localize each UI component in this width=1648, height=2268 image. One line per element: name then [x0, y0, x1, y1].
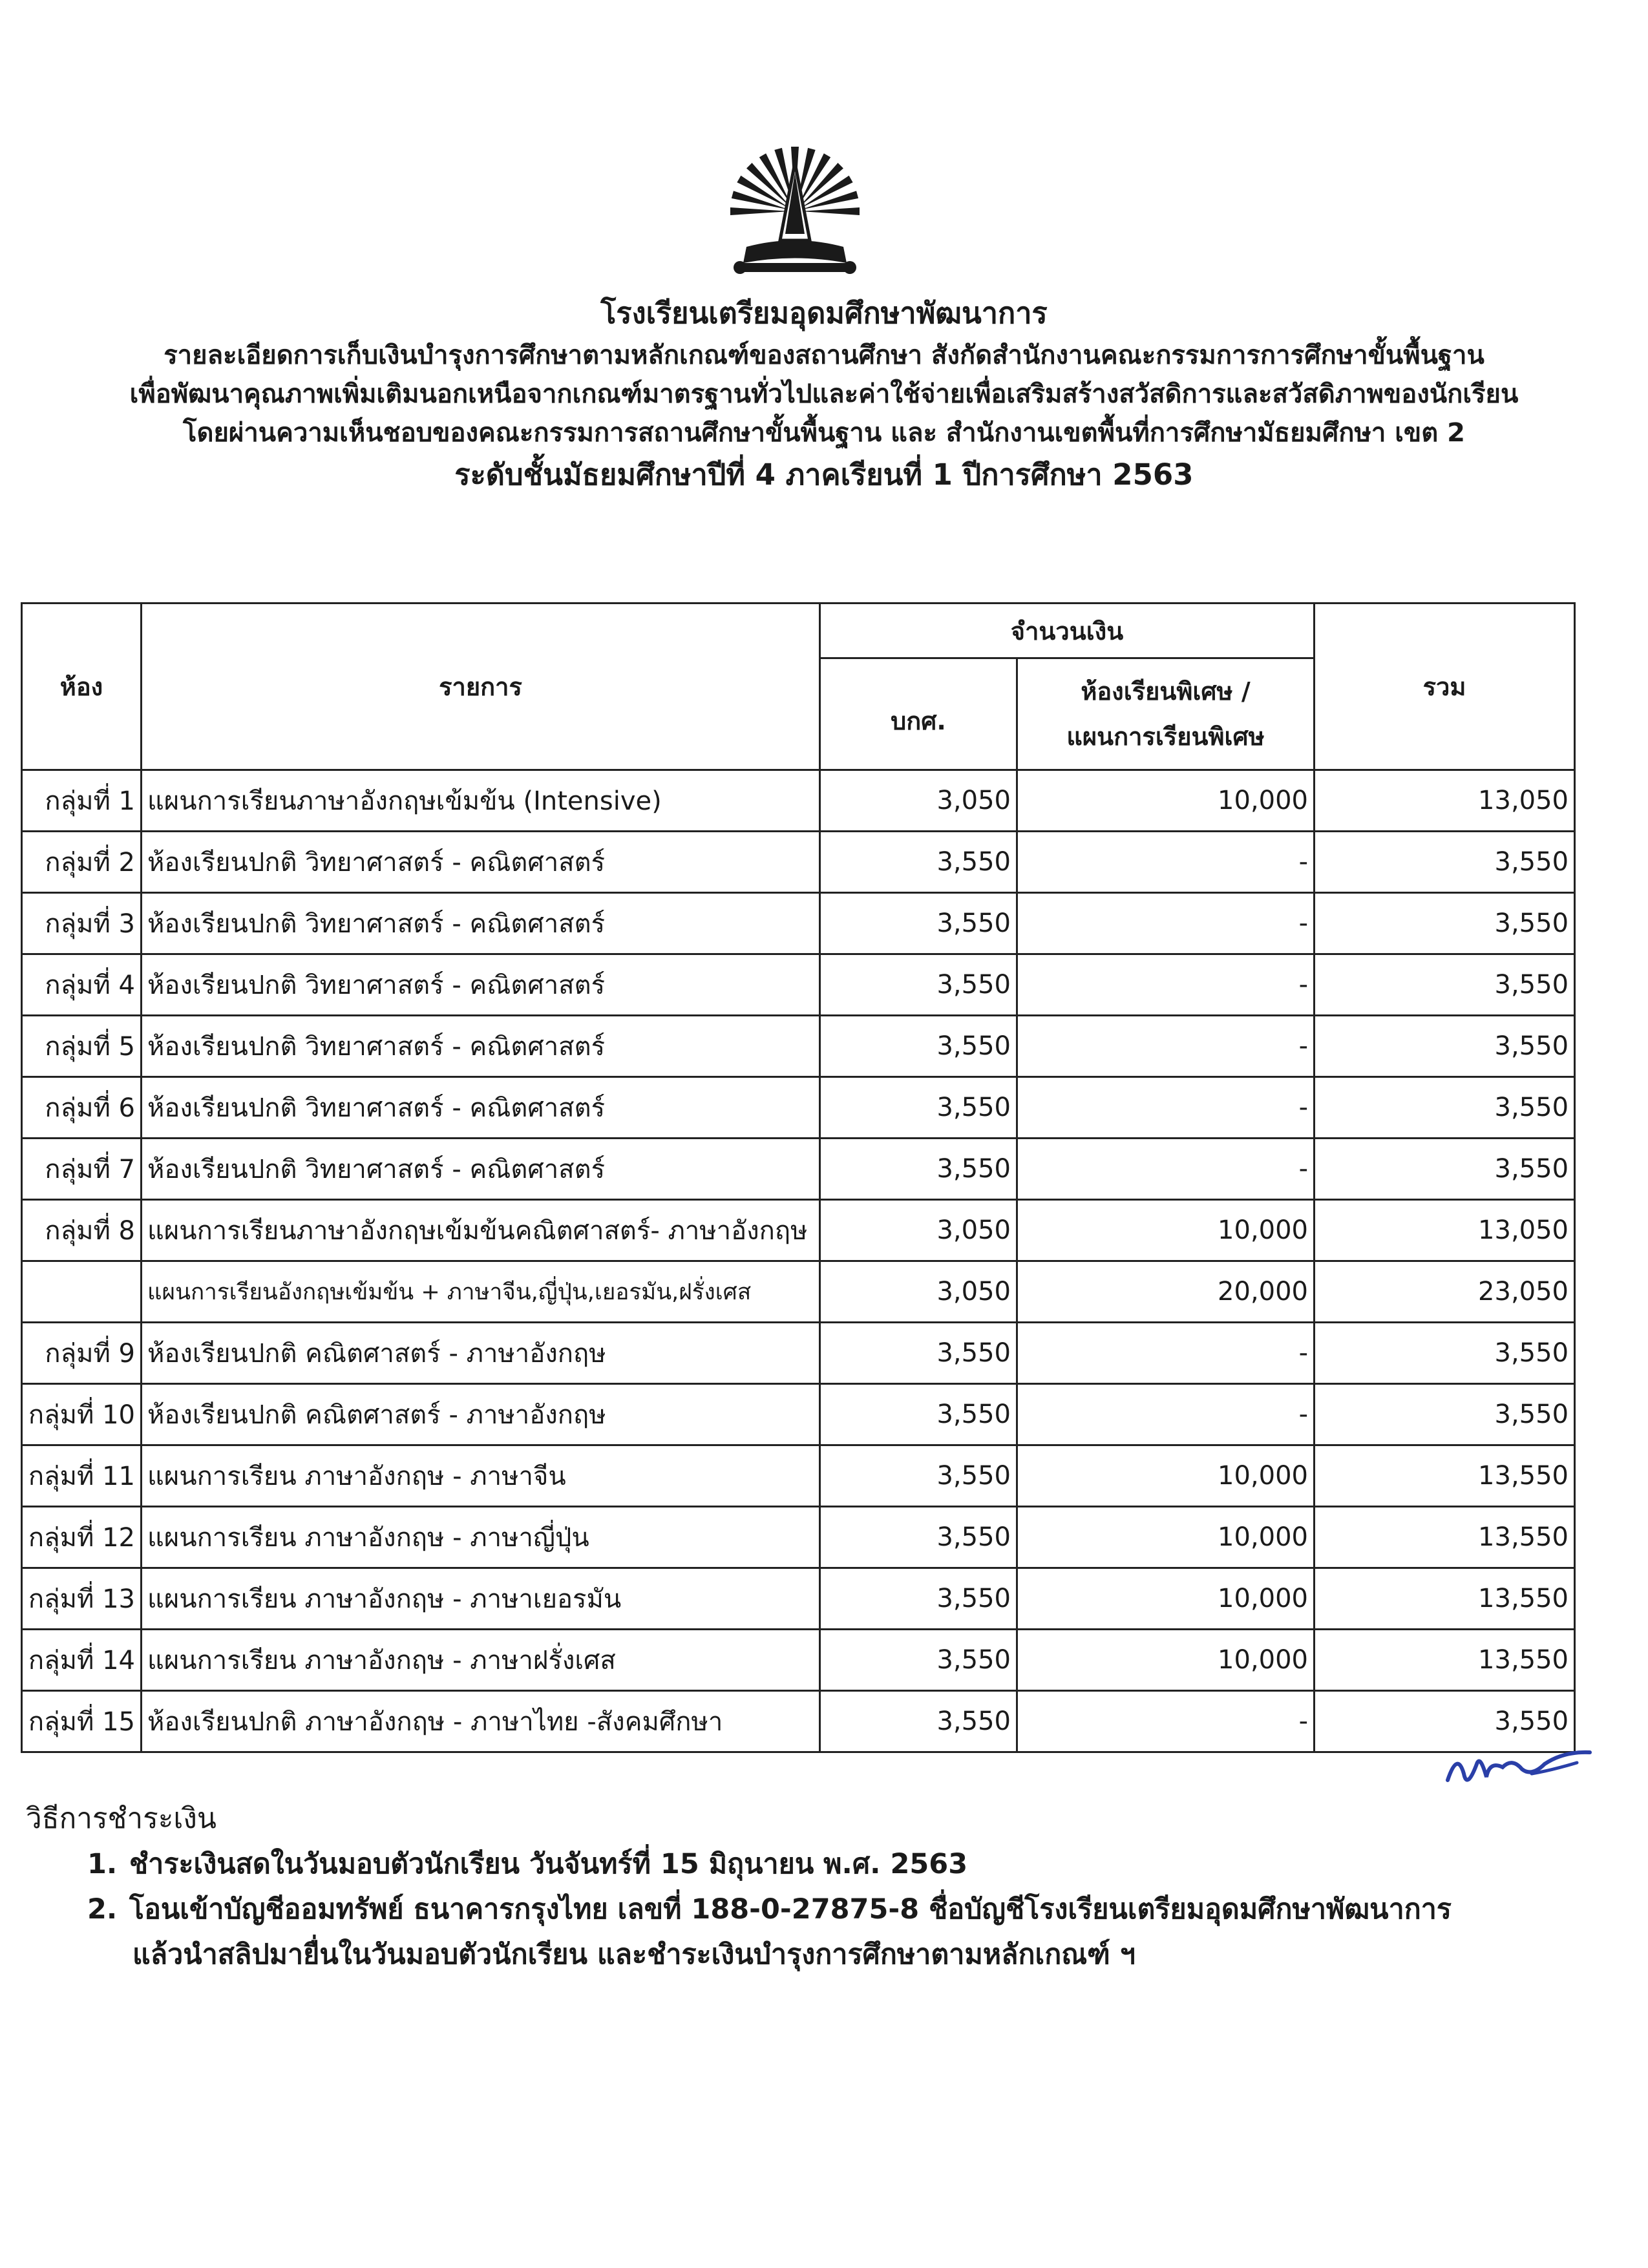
payment-step-1-text: ชำระเงินสดในวันมอบตัวนักเรียน วันจันทร์ที่ 15 มิถุนายน พ.ศ. 2563: [129, 1848, 968, 1880]
item-cell: ห้องเรียนปกติ วิทยาศาสตร์ - คณิตศาสตร์: [142, 1077, 820, 1139]
room-cell: กลุ่มที่ 14: [22, 1630, 142, 1691]
payment-step-2-text: โอนเข้าบัญชีออมทรัพย์ ธนาคารกรุงไทย เลขที่ 188-0-27875-8 ชื่อบัญชีโรงเรียนเตรียมอุดมศึกษาพัฒนาการ: [129, 1893, 1452, 1926]
bks-amount-cell: 3,550: [820, 1691, 1017, 1752]
total-amount-cell: 3,550: [1315, 1323, 1575, 1384]
header-line-5: ระดับชั้นมัธยมศึกษาปีที่ 4 ภาคเรียนที่ 1 ปีการศึกษา 2563: [454, 457, 1194, 492]
room-cell: กลุ่มที่ 13: [22, 1568, 142, 1630]
payment-step-2-continuation: แล้วนำสลิปมายื่นในวันมอบตัวนักเรียน และชำระเงินบำรุงการศึกษาตามหลักเกณฑ์ ฯ: [132, 1938, 1136, 1971]
room-cell: กลุ่มที่ 4: [22, 954, 142, 1016]
table-row: [22, 1016, 1575, 1077]
room-cell: กลุ่มที่ 2: [22, 832, 142, 893]
item-cell: ห้องเรียนปกติ คณิตศาสตร์ - ภาษาอังกฤษ: [142, 1323, 820, 1384]
special-amount-cell: 10,000: [1017, 1445, 1315, 1507]
table-row: [22, 1691, 1575, 1752]
bks-amount-cell: 3,050: [820, 770, 1017, 832]
header-line-3: เพื่อพัฒนาคุณภาพเพิ่มเติมนอกเหนือจากเกณฑ์มาตรฐานทั่วไปและค่าใช้จ่ายเพื่อเสริมสร้างสวัสดิการและสวัสดิภาพของนักเรียน: [129, 379, 1519, 409]
room-cell: กลุ่มที่ 5: [22, 1016, 142, 1077]
table-row: [22, 770, 1575, 832]
header-special: [1017, 658, 1315, 770]
bks-amount-cell: 3,550: [820, 1445, 1017, 1507]
bks-amount-cell: 3,550: [820, 1507, 1017, 1568]
header-room: ห้อง: [22, 604, 142, 770]
payment-section: [26, 1796, 1629, 1977]
room-cell: กลุ่มที่ 3: [22, 893, 142, 954]
table-row: [22, 1139, 1575, 1200]
school-name: โรงเรียนเตรียมอุดมศึกษาพัฒนาการ: [600, 296, 1048, 330]
special-amount-cell: 10,000: [1017, 1568, 1315, 1630]
total-amount-cell: 3,550: [1315, 954, 1575, 1016]
bks-amount-cell: 3,550: [820, 1384, 1017, 1445]
payment-step-2-number: 2.: [87, 1893, 118, 1926]
table-row: [22, 1384, 1575, 1445]
special-amount-cell: -: [1017, 893, 1315, 954]
total-amount-cell: 13,550: [1315, 1568, 1575, 1630]
header-line-2: รายละเอียดการเก็บเงินบำรุงการศึกษาตามหลักเกณฑ์ของสถานศึกษา สังกัดสำนักงานคณะกรรมการการศึกษาขั้นพื้นฐาน: [164, 341, 1484, 370]
table-row: [22, 1323, 1575, 1384]
bks-amount-cell: 3,550: [820, 1139, 1017, 1200]
document-header: [0, 291, 1648, 498]
item-cell: ห้องเรียนปกติ วิทยาศาสตร์ - คณิตศาสตร์: [142, 954, 820, 1016]
special-amount-cell: 10,000: [1017, 770, 1315, 832]
bks-amount-cell: 3,550: [820, 893, 1017, 954]
item-cell: แผนการเรียนอังกฤษเข้มข้น + ภาษาจีน,ญี่ปุ่น,เยอรมัน,ฝรั่งเศส: [142, 1261, 820, 1323]
total-amount-cell: 13,050: [1315, 770, 1575, 832]
table-row: [22, 1507, 1575, 1568]
total-amount-cell: 3,550: [1315, 1016, 1575, 1077]
room-cell: กลุ่มที่ 12: [22, 1507, 142, 1568]
special-amount-cell: -: [1017, 954, 1315, 1016]
room-cell: กลุ่มที่ 9: [22, 1323, 142, 1384]
table-row: [22, 1568, 1575, 1630]
total-amount-cell: 23,050: [1315, 1261, 1575, 1323]
total-amount-cell: 13,050: [1315, 1200, 1575, 1261]
room-cell: กลุ่มที่ 8: [22, 1200, 142, 1261]
total-amount-cell: 3,550: [1315, 1139, 1575, 1200]
header-line-4: โดยผ่านความเห็นชอบของคณะกรรมการสถานศึกษาขั้นพื้นฐาน และ สำนักงานเขตพื้นที่การศึกษามัธยมศึกษา เขต 2: [182, 418, 1466, 448]
total-amount-cell: 3,550: [1315, 832, 1575, 893]
table-row: [22, 832, 1575, 893]
payment-title: วิธีการชำระเงิน: [26, 1802, 217, 1835]
bks-amount-cell: 3,550: [820, 832, 1017, 893]
total-amount-cell: 3,550: [1315, 893, 1575, 954]
header-item: รายการ: [142, 604, 820, 770]
table-row: [22, 1200, 1575, 1261]
special-amount-cell: -: [1017, 1691, 1315, 1752]
item-cell: แผนการเรียน ภาษาอังกฤษ - ภาษาฝรั่งเศส: [142, 1630, 820, 1691]
special-amount-cell: 10,000: [1017, 1630, 1315, 1691]
item-cell: แผนการเรียน ภาษาอังกฤษ - ภาษาเยอรมัน: [142, 1568, 820, 1630]
payment-step-1-number: 1.: [87, 1848, 118, 1880]
signature-icon: [1441, 1738, 1596, 1796]
table-row: [22, 954, 1575, 1016]
special-amount-cell: 10,000: [1017, 1507, 1315, 1568]
bks-amount-cell: 3,550: [820, 1630, 1017, 1691]
fee-table-body: [22, 770, 1575, 1752]
table-row: [22, 1630, 1575, 1691]
special-amount-cell: 20,000: [1017, 1261, 1315, 1323]
special-amount-cell: -: [1017, 1077, 1315, 1139]
table-row: [22, 1445, 1575, 1507]
table-row: [22, 1261, 1575, 1323]
room-cell: กลุ่มที่ 10: [22, 1384, 142, 1445]
payment-step-1: [26, 1842, 1629, 1887]
special-amount-cell: 10,000: [1017, 1200, 1315, 1261]
bks-amount-cell: 3,550: [820, 1077, 1017, 1139]
special-amount-cell: -: [1017, 1323, 1315, 1384]
school-emblem-icon: [721, 143, 869, 286]
header-total: รวม: [1315, 604, 1575, 770]
item-cell: ห้องเรียนปกติ วิทยาศาสตร์ - คณิตศาสตร์: [142, 832, 820, 893]
bks-amount-cell: 3,550: [820, 1016, 1017, 1077]
room-cell: กลุ่มที่ 11: [22, 1445, 142, 1507]
item-cell: ห้องเรียนปกติ วิทยาศาสตร์ - คณิตศาสตร์: [142, 893, 820, 954]
bks-amount-cell: 3,550: [820, 954, 1017, 1016]
special-amount-cell: -: [1017, 1139, 1315, 1200]
special-amount-cell: -: [1017, 832, 1315, 893]
total-amount-cell: 3,550: [1315, 1384, 1575, 1445]
total-amount-cell: 13,550: [1315, 1445, 1575, 1507]
special-amount-cell: -: [1017, 1016, 1315, 1077]
bks-amount-cell: 3,550: [820, 1323, 1017, 1384]
item-cell: แผนการเรียนภาษาอังกฤษเข้มข้นคณิตศาสตร์- ภาษาอังกฤษ: [142, 1200, 820, 1261]
item-cell: แผนการเรียนภาษาอังกฤษเข้มข้น (Intensive): [142, 770, 820, 832]
header-special-line-2: แผนการเรียนพิเศษ: [1066, 722, 1265, 751]
bks-amount-cell: 3,050: [820, 1200, 1017, 1261]
special-amount-cell: -: [1017, 1384, 1315, 1445]
item-cell: แผนการเรียน ภาษาอังกฤษ - ภาษาจีน: [142, 1445, 820, 1507]
room-cell: [22, 1261, 142, 1323]
item-cell: ห้องเรียนปกติ วิทยาศาสตร์ - คณิตศาสตร์: [142, 1139, 820, 1200]
header-amount: จำนวนเงิน: [820, 604, 1315, 658]
fee-table: [21, 602, 1576, 1753]
room-cell: กลุ่มที่ 7: [22, 1139, 142, 1200]
item-cell: ห้องเรียนปกติ ภาษาอังกฤษ - ภาษาไทย -สังคมศึกษา: [142, 1691, 820, 1752]
item-cell: ห้องเรียนปกติ คณิตศาสตร์ - ภาษาอังกฤษ: [142, 1384, 820, 1445]
total-amount-cell: 3,550: [1315, 1077, 1575, 1139]
payment-step-2: [26, 1887, 1629, 1932]
total-amount-cell: 3,550: [1315, 1691, 1575, 1752]
item-cell: แผนการเรียน ภาษาอังกฤษ - ภาษาญี่ปุ่น: [142, 1507, 820, 1568]
room-cell: กลุ่มที่ 1: [22, 770, 142, 832]
header-special-line-1: ห้องเรียนพิเศษ /: [1081, 677, 1251, 706]
table-row: [22, 893, 1575, 954]
total-amount-cell: 13,550: [1315, 1507, 1575, 1568]
total-amount-cell: 13,550: [1315, 1630, 1575, 1691]
bks-amount-cell: 3,050: [820, 1261, 1017, 1323]
item-cell: ห้องเรียนปกติ วิทยาศาสตร์ - คณิตศาสตร์: [142, 1016, 820, 1077]
table-row: [22, 1077, 1575, 1139]
room-cell: กลุ่มที่ 15: [22, 1691, 142, 1752]
room-cell: กลุ่มที่ 6: [22, 1077, 142, 1139]
header-bks: บกศ.: [820, 658, 1017, 770]
bks-amount-cell: 3,550: [820, 1568, 1017, 1630]
